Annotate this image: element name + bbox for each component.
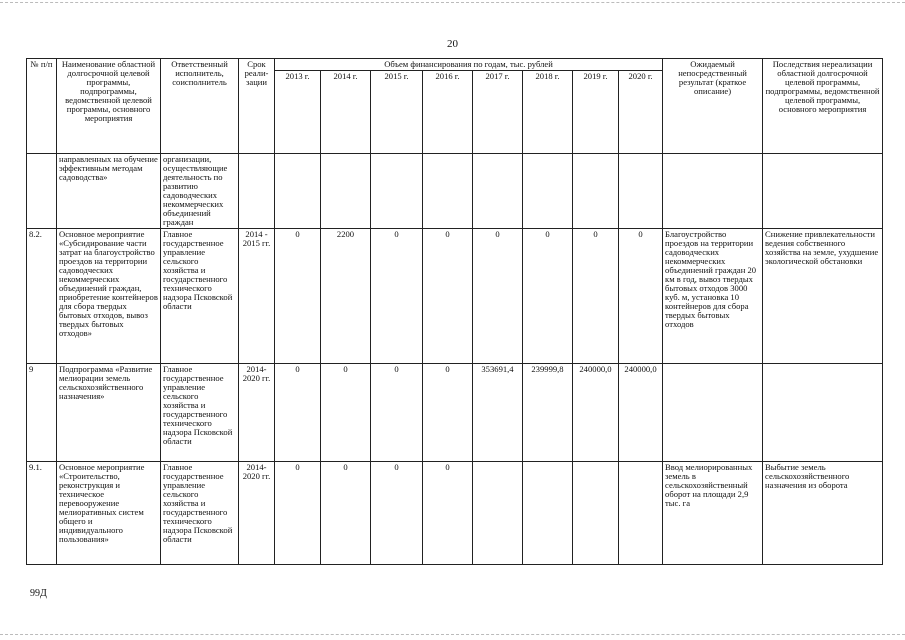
page-stamp: 99Д <box>30 588 47 599</box>
table-row <box>27 364 883 462</box>
cell-value: 0 <box>523 229 573 364</box>
header-period: Срок реали-зации <box>239 59 275 154</box>
cell-no: 9 <box>27 364 57 462</box>
header-year: 2013 г. <box>275 71 321 154</box>
cell-responsible: Главное государственное управление сельского хозяйства и государственного технического надзора Псковской области <box>161 229 239 364</box>
cell-result: Ввод мелиорированных земель в сельскохозяйственный оборот на площади 2,9 тыс. га <box>663 462 763 565</box>
cell-name: Основное мероприятие «Субсидирование части затрат на благоустройство проездов на территории садоводческих некоммерческих объединений граждан, приобретение контейнеров для сбора твердых бытовых отходов, вывоз твердых бытовых отходов» <box>57 229 161 364</box>
cell-value: 0 <box>423 462 473 565</box>
cell-consequences: Снижение привлекательности ведения собственного хозяйства на земле, ухудшение экологической обстановки <box>763 229 883 364</box>
cell-value: 0 <box>371 462 423 565</box>
cell-consequences: Выбытие земель сельскохозяйственного назначения из оборота <box>763 462 883 565</box>
page-number: 20 <box>447 38 458 50</box>
cell-value <box>473 154 523 229</box>
cell-period <box>239 154 275 229</box>
cell-result <box>663 154 763 229</box>
cell-name: Основное мероприятие «Строительство, реконструкция и техническое перевооружение мелиоративных систем общего и индивидуального пользования» <box>57 462 161 565</box>
cell-no <box>27 154 57 229</box>
header-year: 2015 г. <box>371 71 423 154</box>
cell-value <box>619 462 663 565</box>
header-year: 2018 г. <box>523 71 573 154</box>
cell-value: 0 <box>321 364 371 462</box>
cell-value <box>275 154 321 229</box>
cell-value <box>423 154 473 229</box>
cell-result: Благоустройство проездов на территории садоводческих некоммерческих объединений граждан 20 км в год, вывоз твердых бытовых отходов 3000 куб. м, установка 10 контейнеров для сбора твердых бытовых отходов <box>663 229 763 364</box>
header-name: Наименование областной долгосрочной целевой программы, подпрограммы, ведомственной целевой программы, основного мероприятия <box>57 59 161 154</box>
cell-value: 240000,0 <box>619 364 663 462</box>
cell-value: 0 <box>619 229 663 364</box>
cell-consequences <box>763 364 883 462</box>
header-year: 2020 г. <box>619 71 663 154</box>
cell-period: 2014 - 2015 гг. <box>239 229 275 364</box>
cell-period: 2014-2020 гг. <box>239 364 275 462</box>
cell-value: 2200 <box>321 229 371 364</box>
cell-value <box>573 462 619 565</box>
scan-edge-bottom <box>0 634 905 636</box>
scan-edge-top <box>0 2 905 4</box>
cell-value: 0 <box>321 462 371 565</box>
cell-responsible: Главное государственное управление сельского хозяйства и государственного технического надзора Псковской области <box>161 364 239 462</box>
header-year: 2019 г. <box>573 71 619 154</box>
cell-period: 2014-2020 гг. <box>239 462 275 565</box>
header-result: Ожидаемый непосредственный результат (краткое описание) <box>663 59 763 154</box>
cell-result <box>663 364 763 462</box>
cell-no: 9.1. <box>27 462 57 565</box>
table-row <box>27 154 883 229</box>
table-row <box>27 462 883 565</box>
cell-value: 0 <box>573 229 619 364</box>
cell-name: направленных на обучение эффективным методам садоводства» <box>57 154 161 229</box>
header-year: 2016 г. <box>423 71 473 154</box>
cell-value: 0 <box>473 229 523 364</box>
cell-value <box>321 154 371 229</box>
cell-no: 8.2. <box>27 229 57 364</box>
cell-value <box>619 154 663 229</box>
cell-value: 0 <box>423 364 473 462</box>
cell-responsible: Главное государственное управление сельского хозяйства и государственного технического надзора Псковской области <box>161 462 239 565</box>
header-year: 2017 г. <box>473 71 523 154</box>
table-header-row <box>27 59 883 71</box>
cell-value: 239999,8 <box>523 364 573 462</box>
cell-value: 0 <box>423 229 473 364</box>
cell-value: 0 <box>275 229 321 364</box>
cell-value <box>473 462 523 565</box>
cell-value: 0 <box>371 229 423 364</box>
cell-value <box>371 154 423 229</box>
table-row <box>27 229 883 364</box>
cell-name: Подпрограмма «Развитие мелиорации земель сельскохозяйственного назначения» <box>57 364 161 462</box>
financing-table <box>26 58 883 565</box>
cell-value <box>573 154 619 229</box>
cell-value: 240000,0 <box>573 364 619 462</box>
cell-value: 0 <box>275 364 321 462</box>
header-responsible: Ответственный исполнитель, соисполнитель <box>161 59 239 154</box>
cell-value: 353691,4 <box>473 364 523 462</box>
cell-value <box>523 462 573 565</box>
header-consequences: Последствия нереализации областной долгосрочной целевой программы, подпрограммы, ведомственной целевой программы, основного мероприятия <box>763 59 883 154</box>
cell-consequences <box>763 154 883 229</box>
header-year: 2014 г. <box>321 71 371 154</box>
cell-value: 0 <box>275 462 321 565</box>
cell-responsible: организации, осуществляющие деятельность по развитию садоводческих некоммерческих объединений граждан <box>161 154 239 229</box>
cell-value <box>523 154 573 229</box>
header-no: № п/п <box>27 59 57 154</box>
cell-value: 0 <box>371 364 423 462</box>
header-funding: Объем финансирования по годам, тыс. рублей <box>275 59 663 71</box>
